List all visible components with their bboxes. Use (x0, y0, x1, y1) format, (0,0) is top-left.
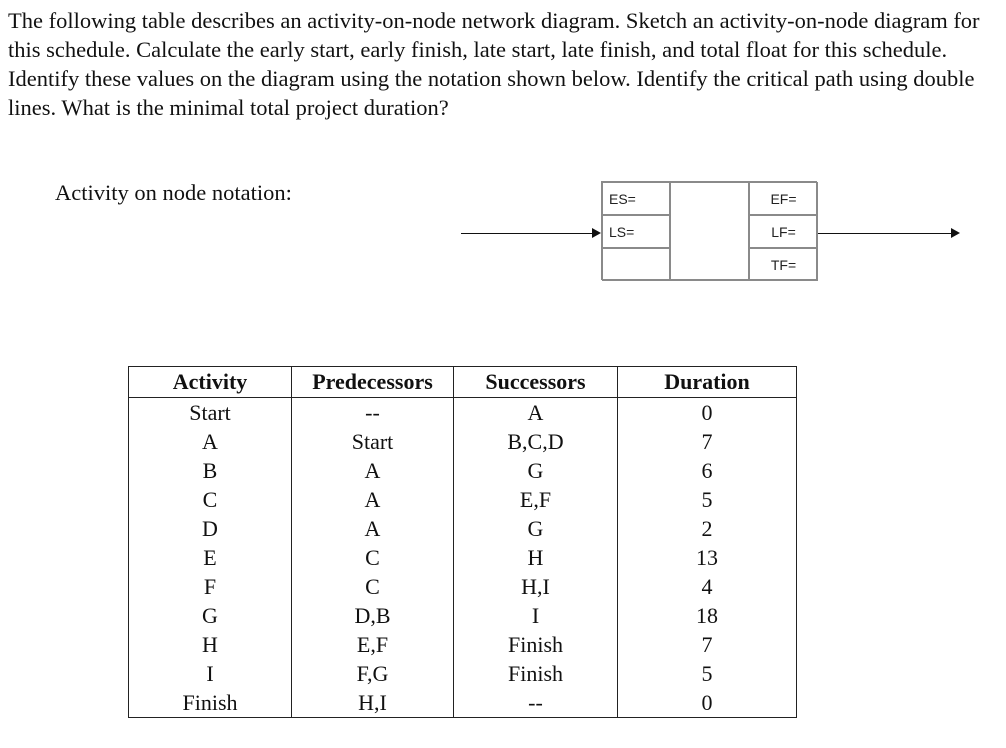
lf-cell: LF= (749, 215, 818, 248)
duration-cell: 18 (618, 601, 797, 630)
table-row (129, 514, 797, 543)
activity-cell: I (129, 659, 292, 688)
table-row (129, 398, 797, 428)
es-cell: ES= (602, 182, 670, 215)
tf-cell: TF= (749, 248, 818, 281)
duration-cell: 7 (618, 630, 797, 659)
predecessors-cell: Start (292, 427, 454, 456)
table-row (129, 572, 797, 601)
duration-cell: 7 (618, 427, 797, 456)
activity-cell: F (129, 572, 292, 601)
duration-cell: 0 (618, 688, 797, 718)
successors-cell: Finish (454, 630, 618, 659)
predecessors-cell: H,I (292, 688, 454, 718)
predecessors-cell: A (292, 456, 454, 485)
table-row (129, 427, 797, 456)
successors-cell: -- (454, 688, 618, 718)
table-row (129, 543, 797, 572)
successors-cell: B,C,D (454, 427, 618, 456)
activity-node-notation-box (601, 181, 817, 280)
table-row (129, 456, 797, 485)
duration-cell: 5 (618, 659, 797, 688)
successors-cell: Finish (454, 659, 618, 688)
activity-cell: Finish (129, 688, 292, 718)
predecessors-cell: A (292, 514, 454, 543)
ls-cell: LS= (602, 215, 670, 248)
schedule-table (128, 366, 797, 718)
predecessors-cell: E,F (292, 630, 454, 659)
duration-cell: 6 (618, 456, 797, 485)
table-row (129, 485, 797, 514)
predecessors-cell: -- (292, 398, 454, 428)
successors-cell: E,F (454, 485, 618, 514)
duration-cell: 2 (618, 514, 797, 543)
problem-statement: The following table describes an activity-on-node network diagram. Sketch an activity-on-node diagram for this schedule. Calculate the early start, early finish, late start, late finish, and total float for this schedule. Identify these values on the diagram using the notation shown below. Identify the critical path using double lines. What is the minimal total project duration? (8, 8, 980, 120)
predecessors-cell: D,B (292, 601, 454, 630)
successors-cell: G (454, 514, 618, 543)
predecessors-cell: C (292, 572, 454, 601)
activity-cell: B (129, 456, 292, 485)
table-header-row (129, 367, 797, 398)
activity-cell: D (129, 514, 292, 543)
empty-cell (602, 248, 670, 281)
successors-cell: A (454, 398, 618, 428)
successors-cell: I (454, 601, 618, 630)
header-successors: Successors (454, 367, 618, 398)
predecessors-cell: C (292, 543, 454, 572)
duration-cell: 5 (618, 485, 797, 514)
duration-cell: 13 (618, 543, 797, 572)
activity-cell: E (129, 543, 292, 572)
table-row (129, 601, 797, 630)
predecessors-cell: F,G (292, 659, 454, 688)
activity-cell: Start (129, 398, 292, 428)
duration-cell: 0 (618, 398, 797, 428)
table-row (129, 659, 797, 688)
header-activity: Activity (129, 367, 292, 398)
activity-name-cell (670, 182, 749, 281)
table-row (129, 630, 797, 659)
table-row (129, 688, 797, 718)
header-predecessors: Predecessors (292, 367, 454, 398)
duration-cell: 4 (618, 572, 797, 601)
notation-label: Activity on node notation: (55, 180, 292, 205)
activity-cell: A (129, 427, 292, 456)
successors-cell: G (454, 456, 618, 485)
outgoing-arrow (818, 233, 958, 234)
successors-cell: H (454, 543, 618, 572)
incoming-arrow (461, 233, 599, 234)
header-duration: Duration (618, 367, 797, 398)
activity-cell: C (129, 485, 292, 514)
successors-cell: H,I (454, 572, 618, 601)
ef-cell: EF= (749, 182, 818, 215)
activity-cell: H (129, 630, 292, 659)
predecessors-cell: A (292, 485, 454, 514)
activity-cell: G (129, 601, 292, 630)
